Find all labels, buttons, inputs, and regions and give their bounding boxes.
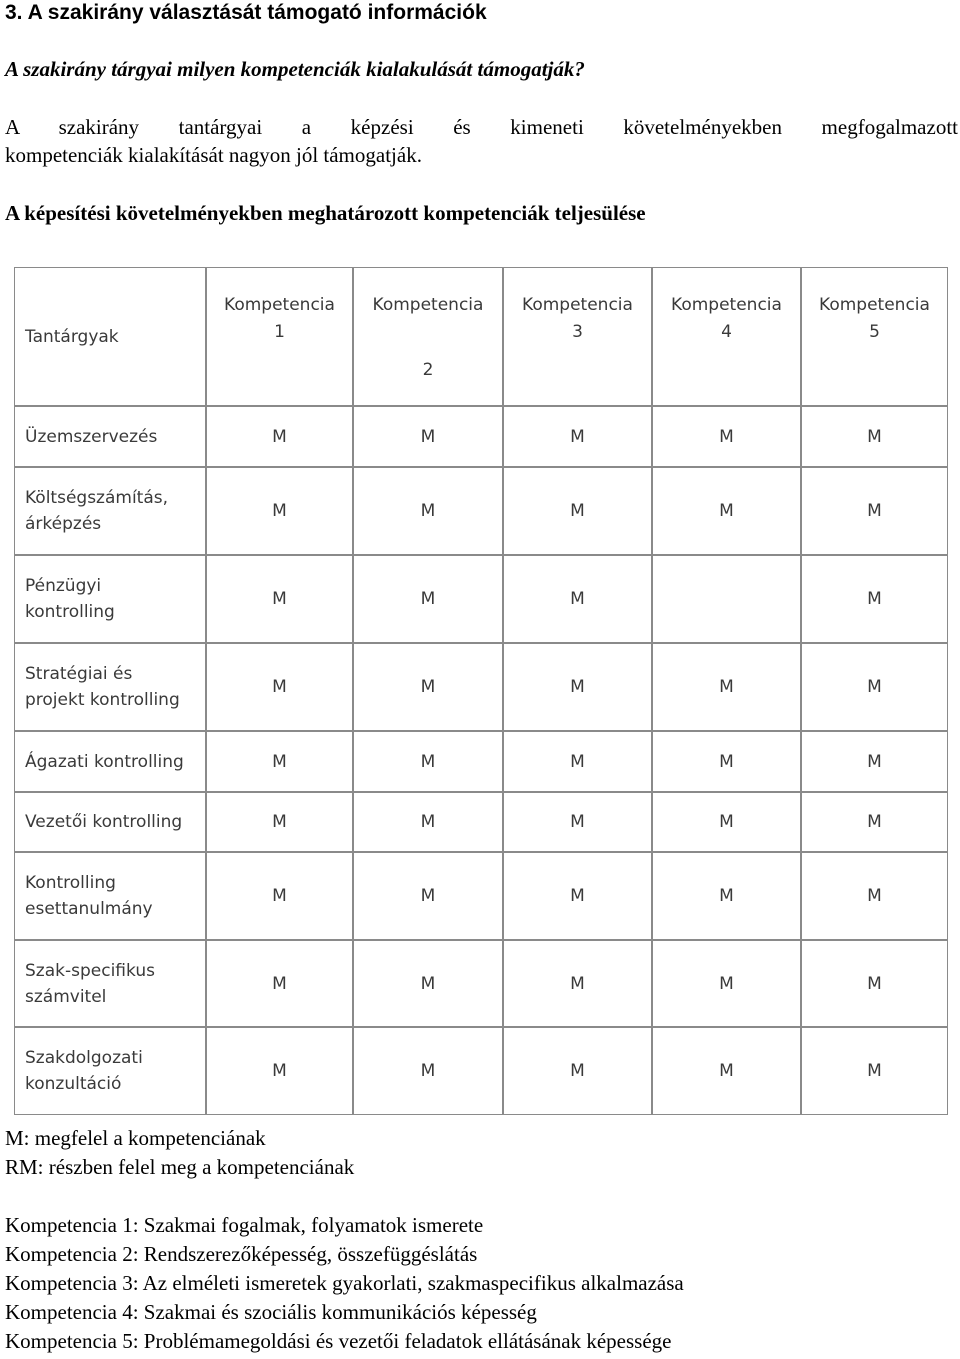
column-header-label: Kompetencia [372, 295, 484, 315]
competency-cell [653, 732, 800, 791]
competency-cell [653, 941, 800, 1026]
competency-mark: M [719, 426, 734, 447]
subject-name: Vezetői kontrolling [25, 812, 183, 832]
competency-cell [207, 853, 352, 939]
competency-cell [354, 941, 502, 1026]
competency-mark: M [719, 501, 734, 521]
competency-cell [802, 941, 947, 1026]
competency-mark: M [420, 751, 436, 772]
header-corner [15, 268, 205, 405]
competency-cell [504, 793, 651, 851]
subject-name: Szak-specifikus számvitel [25, 960, 155, 1007]
competency-mark: M [719, 751, 734, 772]
legend-competency: Kompetencia 1: Szakmai fogalmak, folyamatok ismerete [5, 1213, 484, 1237]
competency-cell [504, 941, 651, 1026]
competency-cell [653, 1028, 800, 1114]
competency-mark: M [570, 677, 585, 697]
subject-name: Költségszámítás, árképzés [25, 488, 169, 534]
competency-mark: M [272, 1061, 287, 1081]
competency-cell [802, 1028, 947, 1114]
table-row-subject [15, 644, 205, 730]
competency-cell [207, 407, 352, 466]
competency-mark: M [420, 677, 436, 697]
competency-cell [504, 468, 651, 554]
competency-mark: M [719, 886, 734, 906]
column-header-number: 2 [422, 360, 434, 380]
column-header [207, 268, 352, 405]
competency-mark: M [272, 973, 287, 994]
column-header [504, 268, 651, 405]
competency-mark: M [420, 812, 436, 832]
table-row-subject [15, 941, 205, 1026]
competency-mark: M [570, 886, 585, 906]
competency-cell [207, 1028, 352, 1114]
competency-cell [802, 644, 947, 730]
table-row-subject [15, 407, 205, 466]
competency-mark: M [867, 501, 882, 521]
competency-mark: M [420, 1061, 436, 1081]
competency-mark: M [570, 501, 585, 521]
column-header-label: Kompetencia [671, 295, 782, 315]
competency-cell [504, 853, 651, 939]
subject-name: Pénzügyi kontrolling [25, 576, 115, 622]
competency-cell [653, 556, 800, 642]
legend-competency: Kompetencia 3: Az elméleti ismeretek gyakorlati, szakmaspecifikus alkalmazása [5, 1271, 684, 1295]
column-header-number: 5 [869, 322, 880, 342]
competency-cell [802, 407, 947, 466]
competency-cell [802, 853, 947, 939]
competency-cell [653, 853, 800, 939]
competency-mark: M [420, 886, 436, 906]
column-header-label: Kompetencia [819, 295, 930, 315]
competency-cell [504, 644, 651, 730]
competency-cell [207, 941, 352, 1026]
competency-mark: M [719, 677, 734, 697]
competency-cell [504, 1028, 651, 1114]
competency-mark: M [570, 1061, 585, 1081]
competency-cell [653, 644, 800, 730]
competency-cell [653, 793, 800, 851]
competency-mark: M [272, 426, 287, 447]
subject-name: Szakdolgozati konzultáció [25, 1048, 143, 1094]
column-header [802, 268, 947, 405]
table-row-subject [15, 1028, 205, 1114]
legend-abbreviation: M: megfelel a kompetenciának [5, 1126, 266, 1150]
competency-mark: M [272, 751, 287, 772]
competency-cell [504, 732, 651, 791]
legend-abbreviation: RM: részben felel meg a kompetenciának [5, 1155, 355, 1179]
competency-mark: M [719, 973, 734, 994]
answer-line-2: kompetenciák kialakítását nagyon jól támogatják. [5, 143, 422, 167]
question-text: A szakirány tárgyai milyen kompetenciák kialakulását támogatják? [5, 57, 585, 81]
column-header [354, 268, 502, 405]
competency-mark: M [420, 589, 436, 609]
competency-cell [207, 732, 352, 791]
competency-mark: M [570, 751, 585, 772]
competency-mark: M [570, 973, 585, 994]
legend-competency: Kompetencia 5: Problémamegoldási és vezetői feladatok ellátásának képessége [5, 1329, 672, 1353]
competency-mark: M [570, 812, 585, 832]
competency-cell [653, 468, 800, 554]
competency-mark: M [719, 1061, 734, 1081]
competency-cell [354, 407, 502, 466]
competency-mark: M [420, 501, 436, 521]
header-subjects-label: Tantárgyak [25, 327, 119, 347]
column-header-number: 4 [721, 322, 732, 342]
competency-mark: M [420, 973, 436, 994]
competency-cell [207, 644, 352, 730]
subject-name: Stratégiai és projekt kontrolling [25, 664, 180, 710]
competency-cell [802, 793, 947, 851]
subject-name: Kontrolling esettanulmány [25, 873, 153, 919]
competency-cell [504, 407, 651, 466]
competency-cell [802, 468, 947, 554]
competency-mark: M [867, 973, 882, 994]
competency-mark: M [570, 589, 585, 609]
competency-mark: M [570, 426, 585, 447]
competency-mark: M [867, 812, 882, 832]
competency-cell [207, 556, 352, 642]
competency-mark: M [719, 812, 734, 832]
answer-line-1: A szakirány tantárgyai a képzési és kimeneti követelményekben megfogalmazott [5, 115, 958, 139]
column-header-number: 1 [274, 322, 285, 342]
table-row-subject [15, 853, 205, 939]
competency-mark: M [272, 501, 287, 521]
competency-mark: M [272, 589, 287, 609]
competency-mark: M [867, 677, 882, 697]
competency-cell [207, 793, 352, 851]
subject-name: Üzemszervezés [25, 426, 158, 447]
legend-competency: Kompetencia 4: Szakmai és szociális kommunikációs képesség [5, 1300, 537, 1324]
column-header-number: 3 [572, 322, 583, 342]
section-heading: 3. A szakirány választását támogató információk [5, 1, 487, 24]
competency-cell [354, 468, 502, 554]
competency-cell [354, 853, 502, 939]
competency-cell [802, 732, 947, 791]
table-row-subject [15, 468, 205, 554]
competency-table [14, 267, 948, 1115]
column-header-label: Kompetencia [224, 295, 335, 315]
competency-mark: M [867, 426, 882, 447]
competency-mark: M [867, 1061, 882, 1081]
competency-mark: M [420, 426, 436, 447]
competency-cell [207, 468, 352, 554]
competency-mark: M [272, 677, 287, 697]
column-header [653, 268, 800, 405]
competency-mark: M [867, 886, 882, 906]
competency-mark: M [272, 886, 287, 906]
legend-competency: Kompetencia 2: Rendszerezőképesség, összefüggéslátás [5, 1242, 478, 1266]
column-header-label: Kompetencia [522, 295, 633, 315]
competency-cell [802, 556, 947, 642]
competency-cell [354, 644, 502, 730]
competency-mark: M [867, 751, 882, 772]
competency-cell [354, 732, 502, 791]
table-row-subject [15, 793, 205, 851]
table-row-subject [15, 732, 205, 791]
competency-cell [653, 407, 800, 466]
competency-mark: M [272, 812, 287, 832]
competency-cell [504, 556, 651, 642]
table-title: A képesítési követelményekben meghatározott kompetenciák teljesülése [5, 201, 646, 225]
competency-mark: M [867, 589, 882, 609]
subject-name: Ágazati kontrolling [25, 751, 184, 772]
competency-cell [354, 1028, 502, 1114]
competency-cell [354, 556, 502, 642]
table-row-subject [15, 556, 205, 642]
competency-cell [354, 793, 502, 851]
